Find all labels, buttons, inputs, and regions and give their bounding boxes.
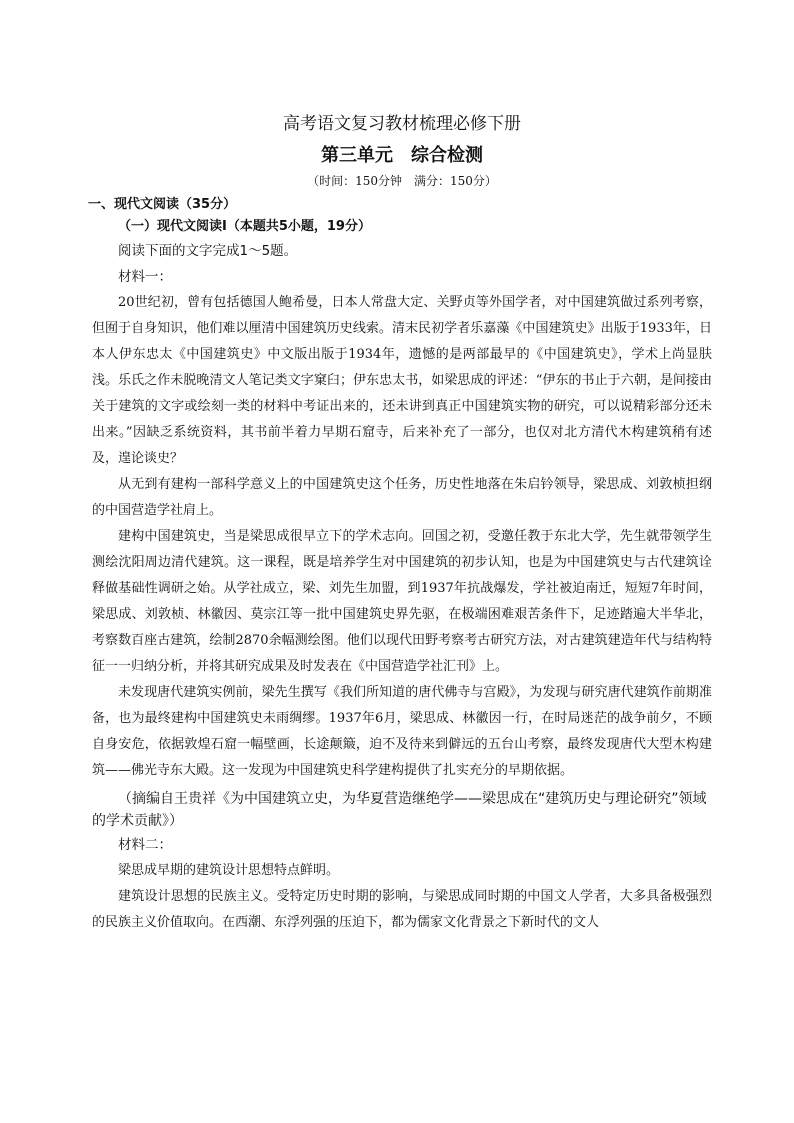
material-two-label: 材料二： [118, 837, 172, 853]
material-one-paragraph: 20世纪初，曾有包括德国人鲍希曼，日本人常盘大定、关野贞等外国学者，对中国建筑做过系列考察，但囿于自身知识，他们难以厘清中国建筑历史线索。清末民初学者乐嘉藻《中国建筑史》出版于1933年，日本人伊东忠太《中国建筑史》中文版出版于1934年，遗憾的是两部最早的《中国建筑史》，学术上尚显肤浅。乐氏之作未脱晚清文人笔记类文字窠臼；伊东忠太书，如梁思成的评述：“伊东的书止于六朝，是间接由关于建筑的文字或绘刻一类的材料中考证出来的，还未讲到真正中国建筑实物的研究，可以说精彩部分还未出来。”因缺乏系统资料，其书前半着力早期石窟寺，后来补充了一部分，也仅对北方清代木构建筑稍有述及，遑论谈史？ [92, 295, 712, 466]
material-two-paragraph: 建筑设计思想的民族主义。受特定历史时期的影响，与梁思成同时期的中国文人学者，大多具备极强烈的民族主义价值取向。在西潮、东浮列强的压迫下，都为儒家文化背景之下新时代的文人 [92, 889, 712, 930]
section-heading: 一、现代文阅读（35分） [88, 197, 237, 212]
material-two-paragraph: 梁思成早期的建筑设计思想特点鲜明。 [118, 863, 340, 878]
material-one-label: 材料一： [118, 269, 172, 285]
document-page [88, 112, 712, 936]
material-one-paragraph: 建构中国建筑史，当是梁思成很早立下的学术志向。回国之初，受邀任教于东北大学，先生就带领学生测绘沈阳周边清代建筑。这一课程，既是培养学生对中国建筑的初步认知，也是为中国建筑史与古代建筑诠释做基础性调研之始。从学社成立，梁、刘先生加盟，到1937年抗战爆发，学社被迫南迁，短短7年时间，梁思成、刘敦桢、林徽因、莫宗江等一批中国建筑史界先驱，在极端困难艰苦条件下，足迹踏遍大半华北，考察数百座古建筑，绘制2870余幅测绘图。他们以现代田野考察考古研究方法，对古建筑建造年代与结构特征一一归纳分析，并将其研究成果及时发表在《中国营造学社汇刊》上。 [92, 529, 712, 674]
unit-title: 第三单元 综合检测 [321, 145, 483, 166]
subsection-heading: （一）现代文阅读Ⅰ（本题共5小题，19分） [118, 219, 371, 234]
material-one-paragraph: 从无到有建构一部科学意义上的中国建筑史这个任务，历史性地落在朱启钤领导，梁思成、刘敦桢担纲的中国营造学社肩上。 [92, 477, 712, 518]
document-title: 高考语文复习教材梳理必修下册 [283, 114, 521, 134]
material-one-source: （摘编自王贵祥《为中国建筑立史，为华夏营造继绝学——梁思成在“建筑历史与理论研究”领域的学术贡献》） [92, 791, 707, 829]
time-score-note: （时间：150分钟 满分：150分） [307, 174, 497, 188]
material-one-paragraph: 未发现唐代建筑实例前，梁先生撰写《我们所知道的唐代佛寺与宫殿》，为发现与研究唐代建筑作前期准备，也为最终建构中国建筑史未雨绸缪。1937年6月，梁思成、林徽因一行，在时局迷茫的战争前夕，不顾自身安危，依据敦煌石窟一幅壁画，长途颠簸，迫不及待来到僻远的五台山考察，最终发现唐代大型木构建筑——佛光寺东大殿。这一发现为中国建筑史科学建构提供了扎实充分的早期依据。 [92, 685, 712, 778]
reading-instruction: 阅读下面的文字完成1～5题。 [118, 243, 298, 259]
